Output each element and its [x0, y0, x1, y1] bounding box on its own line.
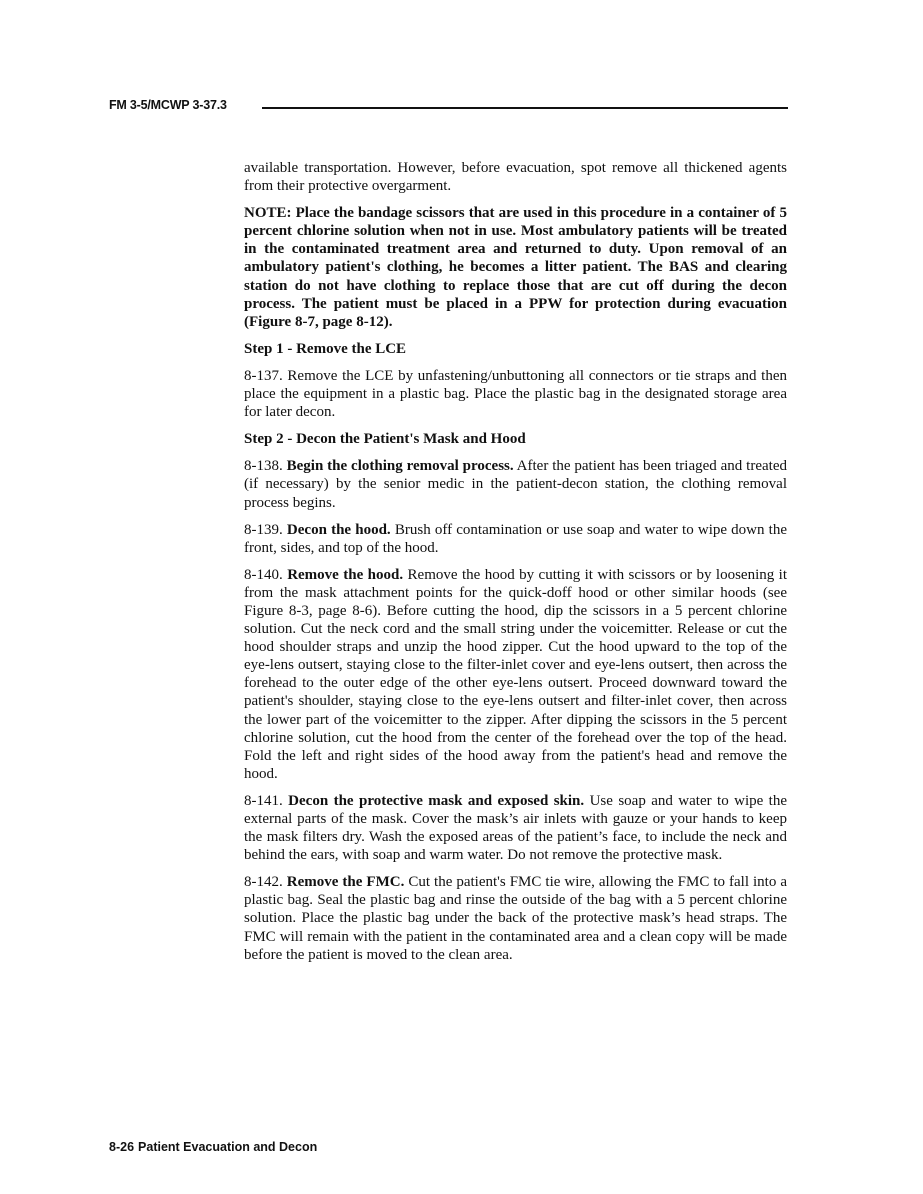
- paragraph-8-138: [244, 457, 787, 511]
- note-paragraph: NOTE: Place the bandage scissors that are used in this procedure in a container of 5 percent chlorine solution when not in use. Most ambulatory patients will be treated in the contaminated treatment area and returned to duty. Upon removal of an ambulatory patient's clothing, he becomes a litter patient. The BAS and clearing station do not have clothing to replace those that are cut off during the decon process. The patient must be placed in a PPW for protection during evacuation (Figure 8-7, page 8-12).: [244, 205, 787, 330]
- step-1-heading: Step 1 - Remove the LCE: [244, 340, 407, 357]
- paragraph-number: 8-140.: [244, 566, 283, 583]
- paragraph-number: 8-137.: [244, 367, 283, 384]
- paragraph-number: 8-141.: [244, 792, 283, 809]
- header-rule: [262, 107, 788, 109]
- paragraph-body: Cut the patient's FMC tie wire, allowing the FMC to fall into a plastic bag. Seal the plastic bag and rinse the outside of the bag with a 5 percent chlorine solution. Place the plastic bag under the back of the protective mask’s head straps. The FMC will remain with the patient in the contaminated area and a clean copy will be made before the patient is moved to the clean area.: [244, 874, 788, 963]
- paragraph-body: Use soap and water to wipe the external parts of the mask. Cover the mask’s air inlets with gauze or your hands to keep the mask filters dry. Wash the exposed areas of the patient’s face, to include the neck and behind the ears, with soap and warm water. Do not remove the protective mask.: [244, 792, 788, 864]
- page-number: 8-26: [109, 1140, 135, 1154]
- page-body: [244, 159, 787, 973]
- paragraph-lead: Remove the FMC.: [286, 874, 405, 891]
- paragraph-body: Remove the hood by cutting it with scissors or by loosening it from the mask attachment points for the quick-doff hood or other similar hoods (see Figure 8-3, page 8-6). Before cutting the hood, dip the scissors in a 5 percent chlorine solution. Cut the neck cord and the small string under the voicemitter. Release or cut the hood shoulder straps and unzip the hood zipper. Cut the hood upward to the top of the eye-lens outsert, staying close to the filter-inlet cover and eye-lens outsert, then across the forehead to the outer edge of the other eye-lens outsert. Proceed downward toward the patient's shoulder, staying close to the eye-lens outsert and filter-inlet cover, then across the lower part of the voicemitter to the zipper. After dipping the scissors in the 5 percent chlorine solution, cut the hood from the center of the forehead over the top of the head. Fold the left and right sides of the hood away from the patient's head and remove the hood.: [244, 566, 788, 782]
- paragraph-number: 8-138.: [244, 458, 283, 475]
- paragraph-8-142: [244, 873, 787, 963]
- intro-paragraph: available transportation. However, before evacuation, spot remove all thickened agents from their protective overgarment.: [244, 160, 787, 195]
- step-2-heading: Step 2 - Decon the Patient's Mask and Hood: [244, 431, 526, 448]
- paragraph-8-140: [244, 566, 787, 783]
- paragraph-8-137: [244, 367, 787, 421]
- chapter-title: Patient Evacuation and Decon: [138, 1140, 318, 1154]
- running-footer: [109, 1140, 317, 1154]
- paragraph-8-141: [244, 792, 787, 864]
- paragraph-body: Remove the LCE by unfastening/unbuttoning all connectors or tie straps and then place the equipment in a plastic bag. Place the plastic bag in the designated storage area for later decon.: [244, 367, 787, 421]
- paragraph-lead: Remove the hood.: [287, 566, 404, 583]
- paragraph-number: 8-139.: [244, 521, 283, 538]
- paragraph-body: Brush off contamination or use soap and water to wipe down the front, sides, and top of the hood.: [244, 521, 788, 556]
- running-header: FM 3-5/MCWP 3-37.3: [109, 98, 227, 112]
- paragraph-number: 8-142.: [244, 874, 283, 891]
- paragraph-lead: Decon the hood.: [286, 521, 391, 538]
- paragraph-body: After the patient has been triaged and treated (if necessary) by the senior medic in the patient-decon station, the clothing removal process begins.: [244, 458, 787, 511]
- paragraph-8-139: [244, 521, 787, 557]
- paragraph-lead: Decon the protective mask and exposed skin.: [288, 792, 585, 809]
- paragraph-lead: Begin the clothing removal process.: [286, 458, 514, 475]
